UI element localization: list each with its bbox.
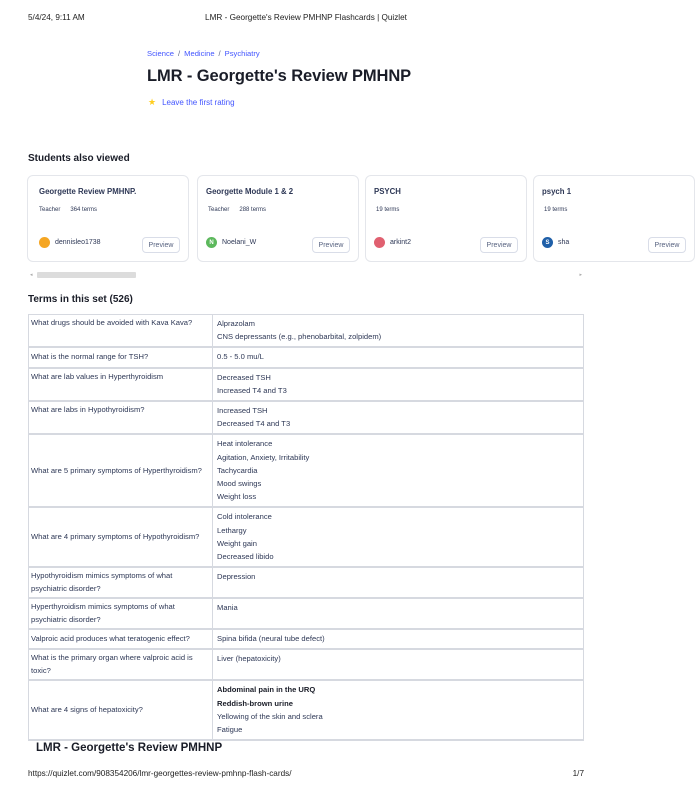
study-set-card[interactable] (27, 175, 189, 262)
study-set-card[interactable] (533, 175, 695, 262)
card-title: Georgette Review PMHNP. (39, 187, 137, 196)
term-text: What are 5 primary symptoms of Hyperthyroidism? (29, 435, 213, 506)
definition-line: Reddish-brown urine (217, 698, 293, 708)
definition-line: Liver (hepatoxicity) (217, 654, 281, 664)
definition-line: Alprazolam (217, 319, 255, 328)
print-page-number: 1/7 (572, 769, 584, 778)
definition-text (213, 508, 583, 566)
definition-text (213, 369, 583, 400)
definition-line: Agitation, Anxiety, Irritability (217, 452, 310, 462)
definition-line: Decreased TSH (217, 372, 271, 382)
term-text: Valproic acid produces what teratogenic effect? (29, 630, 213, 648)
card-title: psych 1 (542, 187, 572, 196)
term-row (28, 650, 584, 681)
term-text: What drugs should be avoided with Kava Kava? (29, 315, 213, 346)
print-datetime: 5/4/24, 9:11 AM (28, 13, 85, 22)
term-row (28, 630, 584, 650)
star-icon: ★ (148, 97, 157, 107)
rating-link[interactable] (148, 97, 235, 108)
definition-line: Abdominal pain in the URQ (217, 685, 316, 695)
definition-line: Weight gain (217, 538, 257, 548)
teacher-badge: Teacher (39, 207, 61, 213)
definition-line: Tachycardia (217, 465, 258, 475)
card-username: dennisleo1738 (55, 239, 101, 246)
avatar-letter-icon: N (206, 237, 217, 248)
avatar-image-icon (374, 237, 385, 248)
term-row (28, 402, 584, 435)
card-meta (208, 207, 266, 213)
term-row (28, 508, 584, 568)
definition-line: CNS depressants (e.g., phenobarbital, zolpidem) (217, 332, 382, 342)
study-set-carousel (28, 175, 680, 265)
definition-line: Fatigue (217, 725, 243, 735)
card-term-count: 19 terms (376, 207, 400, 213)
term-row (28, 599, 584, 630)
term-text: What are 4 primary symptoms of Hypothyroidism? (29, 508, 213, 566)
definition-line: Weight loss (217, 492, 257, 502)
footer-page-title: LMR - Georgette's Review PMHNP (36, 742, 230, 754)
card-meta (376, 207, 399, 213)
study-set-card[interactable] (365, 175, 527, 262)
preview-button[interactable]: Preview (142, 237, 180, 253)
scroll-left-icon[interactable]: ◂ (30, 272, 33, 278)
card-user[interactable] (542, 237, 569, 248)
term-text: What is the primary organ where valproic acid is toxic? (29, 650, 213, 679)
definition-line: Lethargy (217, 525, 247, 535)
preview-button[interactable]: Preview (648, 237, 686, 253)
definition-text (213, 681, 583, 739)
definition-text (213, 435, 583, 506)
scrollbar-thumb[interactable] (37, 272, 136, 278)
definition-line: Increased T4 and T3 (217, 385, 287, 395)
card-title: Georgette Module 1 & 2 (206, 187, 294, 196)
preview-button[interactable]: Preview (312, 237, 350, 253)
card-username: arkint2 (390, 239, 412, 246)
definition-text (213, 315, 583, 346)
definition-line: Increased TSH (217, 406, 268, 416)
term-row (28, 681, 584, 741)
card-username: sha (558, 239, 570, 246)
definition-line: Mood swings (217, 479, 262, 489)
avatar-letter-icon: S (542, 237, 553, 248)
definition-line: Mania (217, 603, 238, 613)
definition-text (213, 630, 583, 648)
term-text: What are 4 signs of hepatoxicity? (29, 681, 213, 739)
definition-line: Cold intolerance (217, 512, 272, 522)
card-user[interactable] (206, 237, 256, 248)
term-text: Hyperthyroidism mimics symptoms of what psychiatric disorder? (29, 599, 213, 628)
page-title: LMR - Georgette's Review PMHNP (147, 67, 412, 85)
term-row (28, 435, 584, 508)
definition-line: Decreased T4 and T3 (217, 419, 291, 429)
teacher-badge: Teacher (208, 207, 230, 213)
definition-line: Decreased libido (217, 552, 274, 562)
definition-text (213, 348, 583, 366)
term-text: What are lab values in Hyperthyroidism (29, 369, 213, 400)
term-text: Hypothyroidism mimics symptoms of what psychiatric disorder? (29, 568, 213, 597)
card-user[interactable] (39, 237, 101, 248)
card-user[interactable] (374, 237, 411, 248)
definition-line: Depression (217, 572, 256, 582)
students-also-viewed-heading: Students also viewed (28, 153, 130, 164)
card-username: Noelani_W (222, 239, 257, 246)
breadcrumb-science[interactable]: Science (147, 49, 175, 58)
definition-text (213, 599, 583, 628)
card-title: PSYCH (374, 187, 401, 196)
card-meta (39, 207, 97, 213)
definition-line: Yellowing of the skin and sclera (217, 711, 323, 721)
definition-text (213, 402, 583, 433)
card-term-count: 19 terms (544, 207, 568, 213)
term-text: What is the normal range for TSH? (29, 348, 213, 366)
breadcrumb-medicine[interactable]: Medicine (184, 49, 215, 58)
card-meta (544, 207, 567, 213)
terms-heading: Terms in this set (526) (28, 294, 133, 305)
breadcrumb-separator: / (178, 49, 181, 58)
term-row (28, 568, 584, 599)
term-row (28, 369, 584, 402)
card-term-count: 364 terms (70, 207, 98, 213)
avatar-image-icon (39, 237, 50, 248)
term-row (28, 315, 584, 348)
print-header (28, 13, 584, 25)
study-set-card[interactable] (197, 175, 359, 262)
definition-line: Heat intolerance (217, 439, 273, 449)
definition-text (213, 650, 583, 679)
breadcrumb-psychiatry[interactable]: Psychiatry (224, 49, 260, 58)
term-text: What are labs in Hypothyroidism? (29, 402, 213, 433)
term-row (28, 348, 584, 368)
definition-line: 0.5 - 5.0 mu/L (217, 352, 264, 362)
preview-button[interactable]: Preview (480, 237, 518, 253)
terms-table (28, 314, 584, 734)
print-url: https://quizlet.com/908354206/lmr-georgettes-review-pmhnp-flash-cards/ (28, 769, 292, 778)
carousel-scrollbar[interactable] (28, 272, 584, 278)
breadcrumb (147, 49, 260, 58)
scroll-right-icon[interactable]: ▸ (579, 272, 582, 278)
definition-text (213, 568, 583, 597)
definition-line: Spina bifida (neural tube defect) (217, 634, 325, 644)
rating-label: Leave the first rating (162, 98, 235, 107)
card-term-count: 288 terms (239, 207, 267, 213)
breadcrumb-separator: / (218, 49, 221, 58)
print-page-title: LMR - Georgette's Review PMHNP Flashcards | Quizlet (205, 13, 407, 22)
